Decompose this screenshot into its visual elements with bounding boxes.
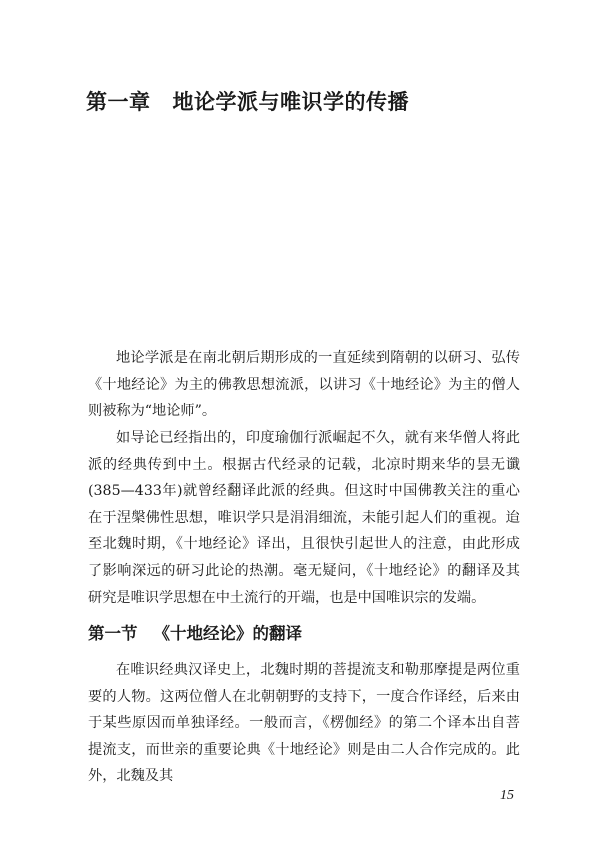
section-heading: [88, 620, 302, 644]
chapter-heading: [86, 86, 409, 116]
paragraph-history: 如导论已经指出的，印度瑜伽行派崛起不久，就有来华僧人将此派的经典传到中土。根据古代经录的记载，北凉时期来华的昙无谶(385—433年)就曾经翻译此派的经典。但这时中国佛教关注的重心在于涅槃佛性思想，唯识学只是涓涓细流，未能引起人们的重视。迨至北魏时期，《十地经论》译出，且很快引起世人的注意，由此形成了影响深远的研习此论的热潮。毫无疑问，《十地经论》的翻译及其研究是唯识学思想在中土流行的开端，也是中国唯识宗的发端。: [88, 430, 520, 606]
section-title: 《十地经论》的翻译: [153, 624, 302, 643]
paragraph-intro: 地论学派是在南北朝后期形成的一直延续到隋朝的以研习、弘传《十地经论》为主的佛教思想流派，以讲习《十地经论》为主的僧人则被称为“地论师”。: [88, 350, 520, 420]
paragraph-translation: 在唯识经典汉译史上，北魏时期的菩提流支和勒那摩提是两位重要的人物。这两位僧人在北朝朝野的支持下，一度合作译经，后来由于某些原因而单独译经。一般而言，《楞伽经》的第二个译本出自菩提流支，而世亲的重要论典《十地经论》则是由二人合作完成的。此外，北魏及其: [88, 662, 520, 785]
chapter-title: 地论学派与唯识学的传播: [172, 90, 409, 114]
page-number: 15: [500, 788, 514, 803]
section-number: 第一节: [88, 624, 138, 643]
chapter-number: 第一章: [86, 90, 151, 114]
